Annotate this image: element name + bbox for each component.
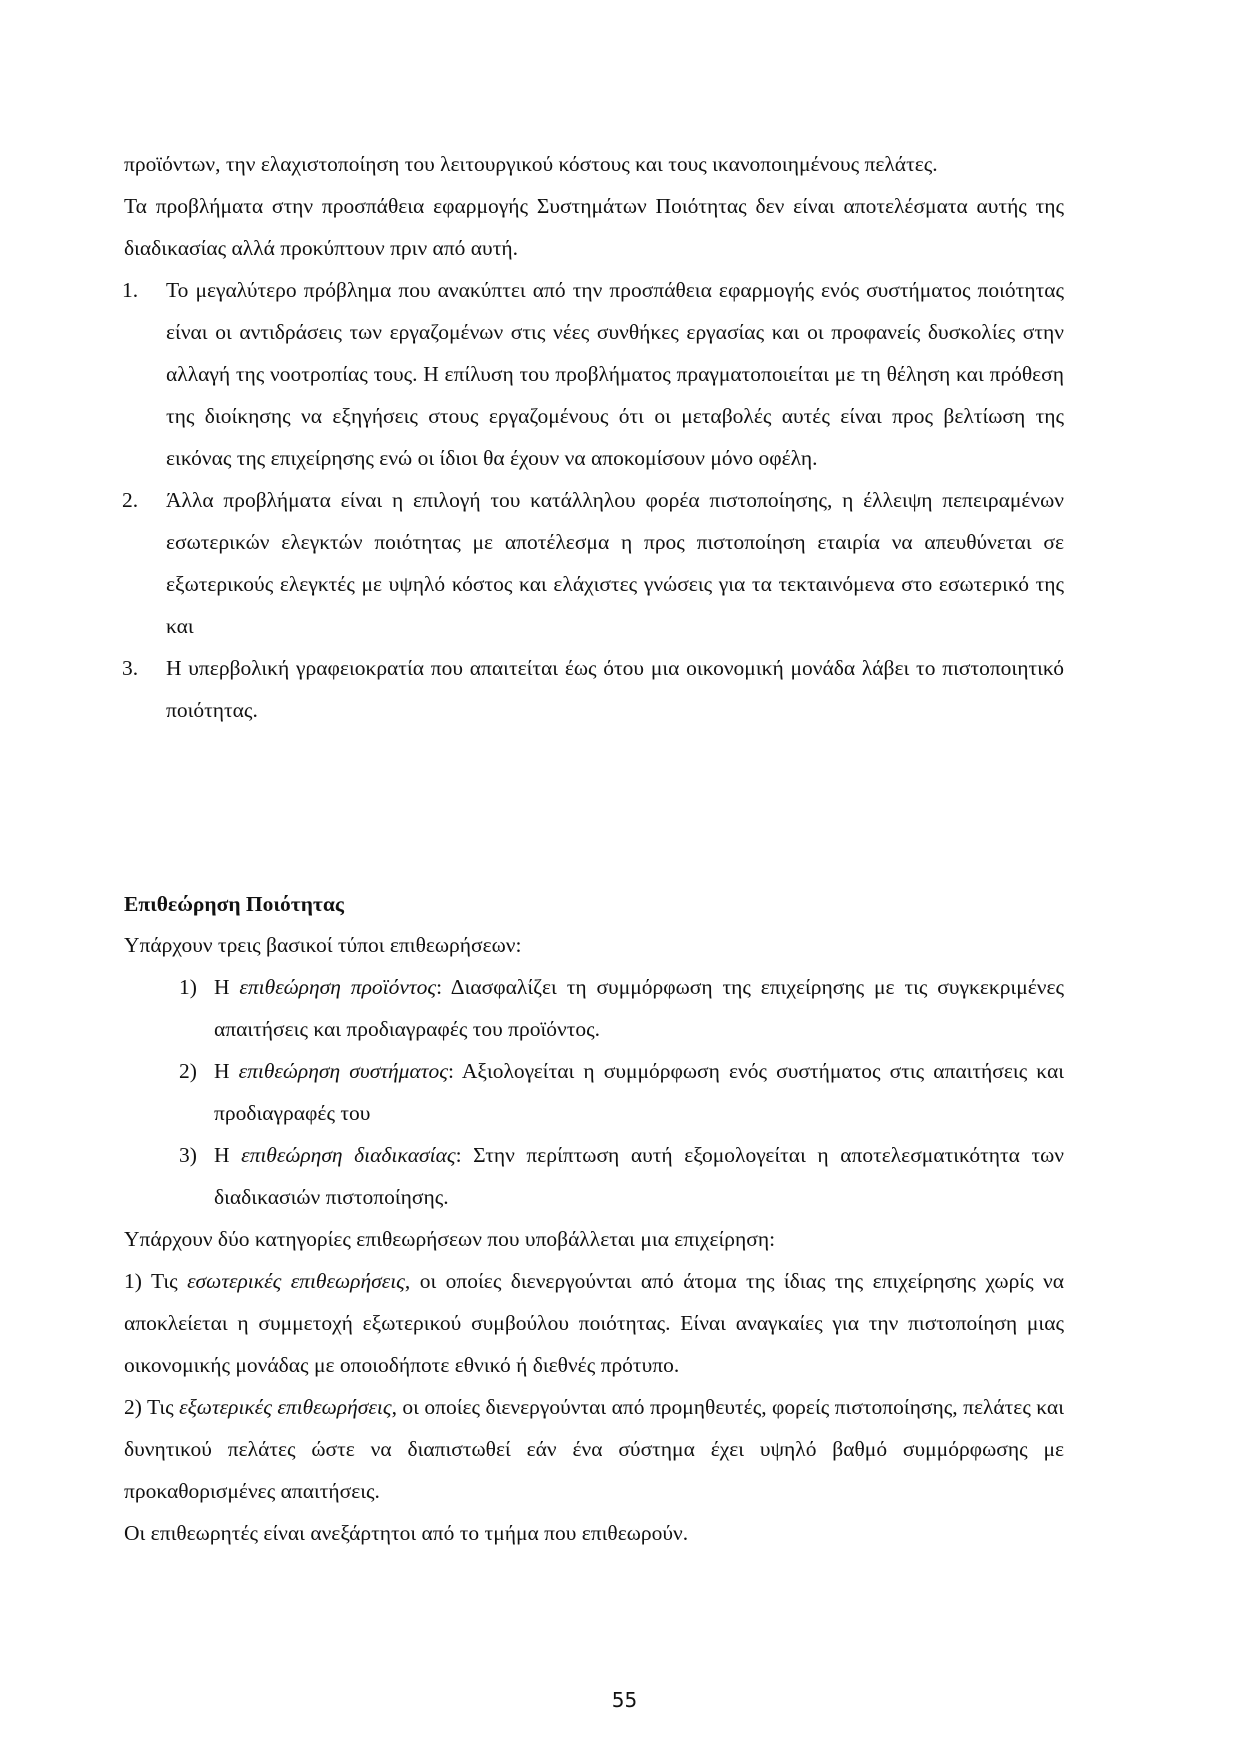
inspection-block (124, 924, 1064, 1554)
category-text: , οι οποίες διενεργούνται από άτομα της ίδιας της επιχείρησης χωρίς να αποκλείεται η συμμετοχή εξωτερικού συμβούλου ποιότητας. Είναι αναγκαίες για την πιστοποίηση μιας οικονομικής μονάδας με οποιοδήποτε εθνικό ή διεθνές πρότυπο. (124, 1269, 1065, 1377)
category-item-2 (124, 1386, 1064, 1512)
type-number: 1) (179, 975, 197, 999)
category-lead: Τις (141, 1269, 188, 1293)
problem-item-2 (124, 479, 1064, 647)
problem-text: Η υπερβολική γραφειοκρατία που απαιτείται έως ότου μια οικονομική μονάδα λάβει το πιστοποιητικό ποιότητας. (166, 656, 1064, 722)
problem-item-1 (124, 269, 1064, 479)
category-lead: Τις (141, 1395, 180, 1419)
category-number: 1) (124, 1269, 142, 1293)
problem-number: 2. (122, 488, 139, 512)
problem-number: 3. (122, 656, 139, 680)
section-heading: Επιθεώρηση Ποιότητας (124, 892, 344, 916)
type-lead: Η (214, 975, 240, 999)
category-text: , οι οποίες διενεργούνται από προμηθευτές, φορείς πιστοποίησης, πελάτες και δυνητικού πελάτες ώστε να διαπιστωθεί εάν ένα σύστημα έχει υψηλό βαθμό συμμόρφωσης με προκαθορισμένες απαιτήσεις. (124, 1395, 1064, 1503)
intro-paragraph-2: Τα προβλήματα στην προσπάθεια εφαρμογής Συστημάτων Ποιότητας δεν είναι αποτελέσματα αυτής της διαδικασίας αλλά προκύπτουν πριν από αυτή. (124, 194, 1064, 260)
problem-number: 1. (122, 278, 139, 302)
problem-text: Άλλα προβλήματα είναι η επιλογή του κατάλληλου φορέα πιστοποίησης, η έλλειψη πεπειραμένων εσωτερικών ελεγκτών ποιότητας με αποτέλεσμα η προς πιστοποίηση εταιρία να απευθύνεται σε εξωτερικούς ελεγκτές με υψηλό κόστος και ελάχιστες γνώσεις για τα τεκταινόμενα στο εσωτερικό της και (166, 488, 1064, 638)
type-lead: Η (214, 1059, 239, 1083)
type-term: επιθεώρηση συστήματος (238, 1059, 448, 1083)
type-term: επιθεώρηση προϊόντος (239, 975, 437, 999)
intro-paragraph-1: προϊόντων, την ελαχιστοποίηση του λειτουργικού κόστους και τους ικανοποιημένους πελάτες. (124, 152, 938, 176)
inspection-type-2 (124, 1050, 1064, 1134)
closing-line: Οι επιθεωρητές είναι ανεξάρτητοι από το τμήμα που επιθεωρούν. (124, 1521, 689, 1545)
problem-item-3 (124, 647, 1064, 731)
inspection-type-1 (124, 966, 1064, 1050)
type-number: 3) (179, 1143, 197, 1167)
type-number: 2) (179, 1059, 197, 1083)
categories-intro: Υπάρχουν δύο κατηγορίες επιθεωρήσεων που υποβάλλεται μια επιχείρηση: (124, 1227, 776, 1251)
type-text: : Αξιολογείται η συμμόρφωση ενός συστήματος στις απαιτήσεις και προδιαγραφές του (214, 1059, 1065, 1125)
inspection-type-3 (124, 1134, 1064, 1218)
category-term: εσωτερικές επιθεωρήσεις (187, 1269, 405, 1293)
category-number: 2) (124, 1395, 142, 1419)
intro-block (124, 143, 1064, 731)
category-term: εξωτερικές επιθεωρήσεις (179, 1395, 392, 1419)
type-lead: Η (214, 1143, 242, 1167)
category-item-1 (124, 1260, 1064, 1386)
type-text: : Στην περίπτωση αυτή εξομολογείται η αποτελεσματικότητα των διαδικασιών πιστοποίησης. (214, 1143, 1064, 1209)
type-term: επιθεώρηση διαδικασίας (241, 1143, 456, 1167)
type-text: : Διασφαλίζει τη συμμόρφωση της επιχείρησης με τις συγκεκριμένες απαιτήσεις και προδιαγραφές του προϊόντος. (214, 975, 1065, 1041)
types-intro: Υπάρχουν τρεις βασικοί τύποι επιθεωρήσεων: (124, 933, 522, 957)
page-number: 55 (611, 1688, 638, 1712)
problem-text: Το μεγαλύτερο πρόβλημα που ανακύπτει από την προσπάθεια εφαρμογής ενός συστήματος ποιότητας είναι οι αντιδράσεις των εργαζομένων στις νέες συνθήκες εργασίας και οι προφανείς δυσκολίες στην αλλαγή της νοοτροπίας τους. Η επίλυση του προβλήματος πραγματοποιείται με τη θέληση και πρόθεση της διοίκησης να εξηγήσεις στους εργαζομένους ότι οι μεταβολές αυτές είναι προς βελτίωση της εικόνας της επιχείρησης ενώ οι ίδιοι θα έχουν να αποκομίσουν μόνο οφέλη. (166, 278, 1064, 470)
